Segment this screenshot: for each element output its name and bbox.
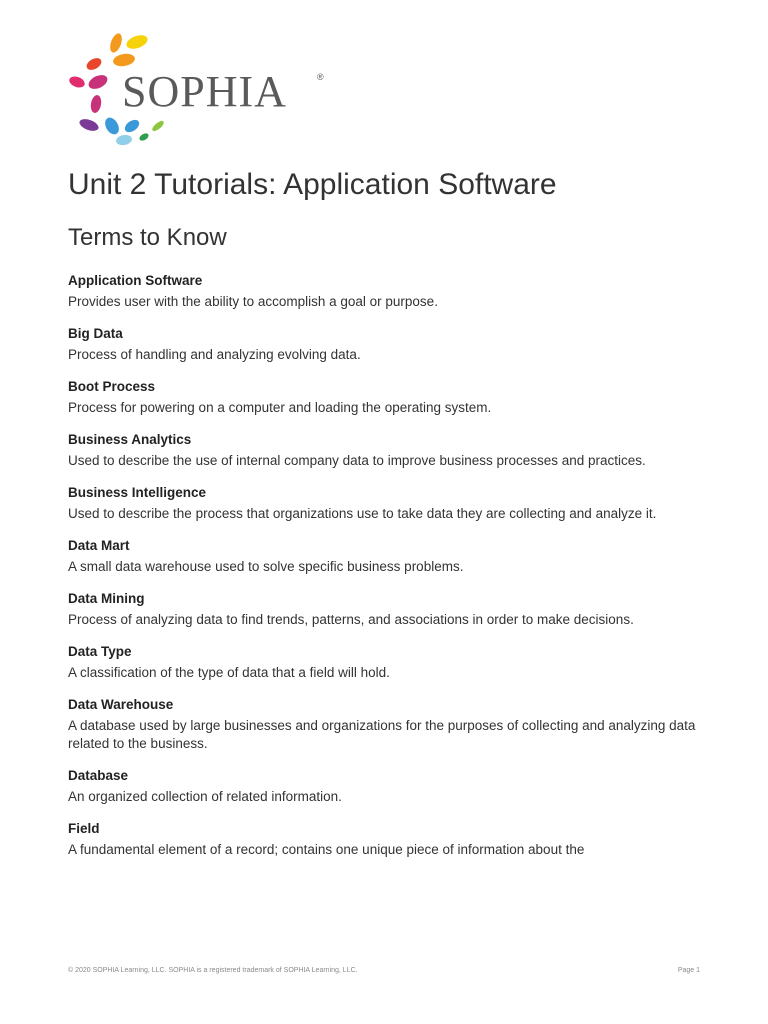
term-name: Data Warehouse (68, 697, 174, 712)
petal-green (138, 132, 150, 142)
term-item (68, 325, 698, 364)
sophia-logo (64, 30, 334, 150)
petal-light-blue (115, 134, 132, 147)
term-item (68, 537, 698, 576)
term-definition: A database used by large businesses and organizations for the purposes of collecting and analyzing data related to the business. (68, 718, 696, 751)
term-definition: A fundamental element of a record; contains one unique piece of information about the (68, 842, 585, 857)
term-item (68, 272, 698, 311)
petal-purple (78, 117, 100, 133)
petal-light-blue-2 (123, 117, 142, 134)
petal-magenta (90, 94, 103, 113)
logo-wordmark: SOPHIA (122, 67, 287, 116)
petal-magenta-top (86, 72, 109, 91)
section-title: Terms to Know (68, 224, 227, 251)
term-item (68, 431, 698, 470)
term-item (68, 820, 698, 859)
page-title: Unit 2 Tutorials: Application Software (68, 168, 557, 201)
term-definition: Process of handling and analyzing evolving data. (68, 347, 361, 362)
term-item (68, 643, 698, 682)
term-name: Business Intelligence (68, 485, 207, 500)
term-item (68, 696, 698, 753)
petal-blue (102, 115, 121, 137)
term-item (68, 590, 698, 629)
term-name: Application Software (68, 273, 203, 288)
term-name: Data Mart (68, 538, 130, 553)
term-definition: A classification of the type of data that a field will hold. (68, 665, 390, 680)
registered-mark: ® (317, 72, 324, 82)
term-name: Field (68, 821, 100, 836)
term-definition: An organized collection of related information. (68, 789, 342, 804)
footer-page-number: Page 1 (677, 967, 700, 974)
term-name: Big Data (68, 326, 123, 341)
term-definition: Used to describe the process that organizations use to take data they are collecting and analyze it. (68, 506, 657, 521)
footer-copyright: © 2020 SOPHIA Learning, LLC. SOPHIA is a registered trademark of SOPHIA Learning, LLC. (68, 967, 358, 974)
term-definition: Provides user with the ability to accomplish a goal or purpose. (68, 294, 438, 309)
petal-orange-top (108, 32, 124, 54)
term-definition: A small data warehouse used to solve specific business problems. (68, 559, 464, 574)
petal-yellow (125, 33, 150, 52)
petal-red (85, 56, 104, 73)
term-definition: Process of analyzing data to find trends, patterns, and associations in order to make decisions. (68, 612, 634, 627)
petal-pink (68, 75, 86, 90)
petal-orange (112, 52, 136, 68)
term-name: Boot Process (68, 379, 156, 394)
term-name: Data Mining (68, 591, 145, 606)
term-item (68, 484, 698, 523)
term-item (68, 378, 698, 417)
term-name: Data Type (68, 644, 132, 659)
petal-light-green (151, 119, 166, 133)
term-item (68, 767, 698, 806)
term-definition: Process for powering on a computer and loading the operating system. (68, 400, 492, 415)
terms-list (68, 272, 698, 873)
term-definition: Used to describe the use of internal company data to improve business processes and practices. (68, 453, 646, 468)
term-name: Business Analytics (68, 432, 192, 447)
term-name: Database (68, 768, 129, 783)
